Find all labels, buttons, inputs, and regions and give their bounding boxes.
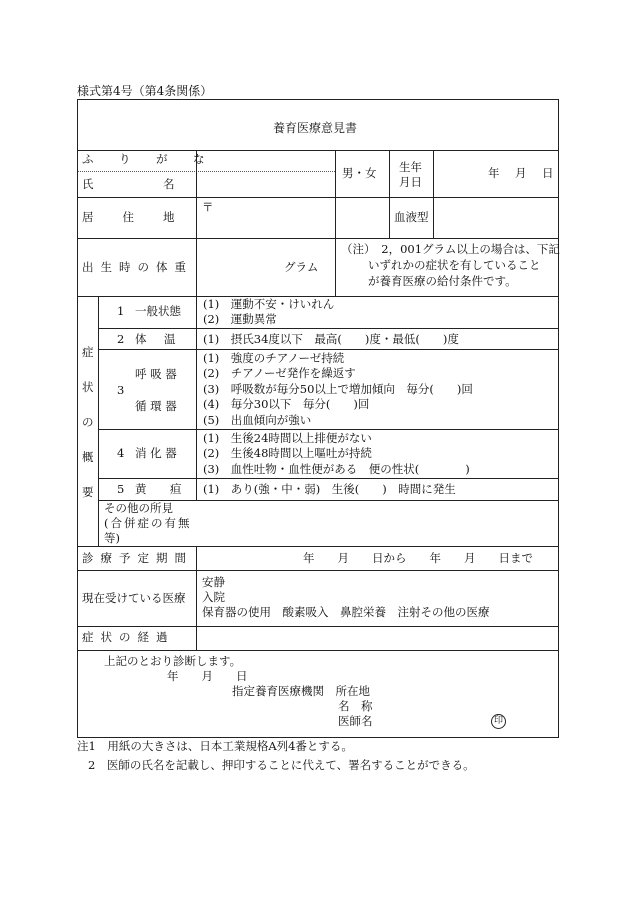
divider <box>77 570 558 571</box>
other-label: 等) <box>104 531 120 545</box>
item-line: (3) 血性吐物・血性便がある 便の性状( ) <box>203 462 470 476</box>
item-line: (1) 運動不安・けいれん <box>203 297 335 311</box>
item-label-general: 一般状態 <box>135 304 181 318</box>
symptoms-label-char: の <box>82 415 94 429</box>
seal-mark: 印 <box>491 714 506 729</box>
symptoms-label-char: 概 <box>82 450 94 464</box>
other-label: (合併症の有無 <box>104 516 192 530</box>
doctor-name: 医師名 <box>338 714 373 728</box>
weight-unit: グラム <box>284 260 319 274</box>
course-label: 症状の経過 <box>82 630 175 644</box>
current-care-line: 入院 <box>202 590 225 604</box>
item-line: (2) 運動異常 <box>203 312 277 326</box>
item-number: 5 <box>117 482 125 496</box>
form-number: 様式第4号（第4条関係） <box>77 84 213 98</box>
period-value: 年 月 日から 年 月 日まで <box>303 551 533 565</box>
divider <box>98 328 558 329</box>
col-divider <box>433 150 434 238</box>
divider <box>77 150 558 151</box>
divider <box>77 238 558 239</box>
symptoms-label-char: 要 <box>82 485 94 499</box>
col-divider <box>196 296 197 500</box>
item-label-respiratory: 呼 吸 器 <box>135 367 177 381</box>
item-line: (3) 呼吸数が毎分50以上で増加傾向 毎分( )回 <box>203 382 473 396</box>
weight-note-3: が養育医療の給付条件です。 <box>368 274 517 288</box>
other-label: その他の所見 <box>104 501 173 515</box>
divider <box>98 349 558 350</box>
birth-label-1: 生年 <box>399 160 422 174</box>
divider <box>98 478 558 479</box>
sex-label: 男・女 <box>342 166 377 180</box>
col-divider <box>389 150 390 238</box>
dotted-divider <box>78 171 335 172</box>
institution-location: 指定養育医療機関 所在地 <box>232 684 370 698</box>
item-line: (5) 出血傾向が強い <box>203 413 312 427</box>
item-line: (4) 毎分30以下 毎分( )回 <box>203 397 370 411</box>
divider <box>77 626 558 627</box>
divider <box>77 546 558 547</box>
item-label-jaundice: 黄 疸 <box>135 482 188 496</box>
symptoms-label-char: 症 <box>82 345 94 359</box>
blood-type-label: 血液型 <box>394 210 429 224</box>
item-label-circulatory: 循 環 器 <box>135 399 177 413</box>
current-care-line: 保育器の使用 酸素吸入 鼻腔栄養 注射その他の医療 <box>202 605 490 619</box>
birth-label-2: 月日 <box>399 175 422 189</box>
period-label: 診療予定期間 <box>82 551 193 565</box>
col-divider <box>196 546 197 650</box>
symptoms-label-char: 状 <box>82 380 94 394</box>
current-care-label: 現在受けている医療 <box>82 591 186 605</box>
divider <box>77 197 558 198</box>
institution-name: 名 称 <box>338 699 373 713</box>
col-divider <box>196 150 197 296</box>
furigana-label: ふ り が な <box>82 152 212 166</box>
item-line: (2) チアノーゼ発作を繰返す <box>203 366 356 380</box>
item-label-temperature: 体 温 <box>135 332 179 346</box>
item-number: 4 <box>117 446 125 460</box>
note-2: 2 医師の氏名を記載し、押印することに代えて、署名することができる。 <box>88 758 475 772</box>
item-line: (1) あり(強・中・弱) 生後( ) 時間に発生 <box>203 482 456 496</box>
note-1: 注1 用紙の大きさは、日本工業規格A列4番とする。 <box>77 739 353 753</box>
divider <box>98 429 558 430</box>
item-line: (1) 生後24時間以上排便がない <box>203 431 372 445</box>
postal-mark: 〒 <box>202 200 214 214</box>
col-divider <box>98 296 99 546</box>
diagnosis-date: 年 月 日 <box>167 669 248 683</box>
diagnosis-statement: 上記のとおり診断します。 <box>104 654 242 668</box>
col-divider <box>335 150 336 296</box>
item-label-digestive: 消 化 器 <box>135 446 177 460</box>
weight-note-1: （注） 2，001グラム以上の場合は、下記 <box>341 242 560 256</box>
item-line: (1) 強度のチアノーゼ持続 <box>203 351 345 365</box>
address-label: 居 住 地 <box>82 210 177 224</box>
birth-date: 年 月 日 <box>488 166 556 180</box>
item-number: 1 <box>117 304 125 318</box>
form-title: 養育医療意見書 <box>272 121 357 135</box>
item-number: 2 <box>117 332 125 346</box>
name-label: 氏 名 <box>82 177 177 191</box>
item-line: (1) 摂氏34度以下 最高( )度・最低( )度 <box>203 332 459 346</box>
divider <box>77 650 558 651</box>
item-line: (2) 生後48時間以上嘔吐が持続 <box>203 446 372 460</box>
item-number: 3 <box>117 383 125 397</box>
current-care-line: 安静 <box>202 575 225 589</box>
weight-note-2: いずれかの症状を有していること <box>368 258 541 272</box>
birth-weight-label: 出生時の体重 <box>82 260 193 274</box>
